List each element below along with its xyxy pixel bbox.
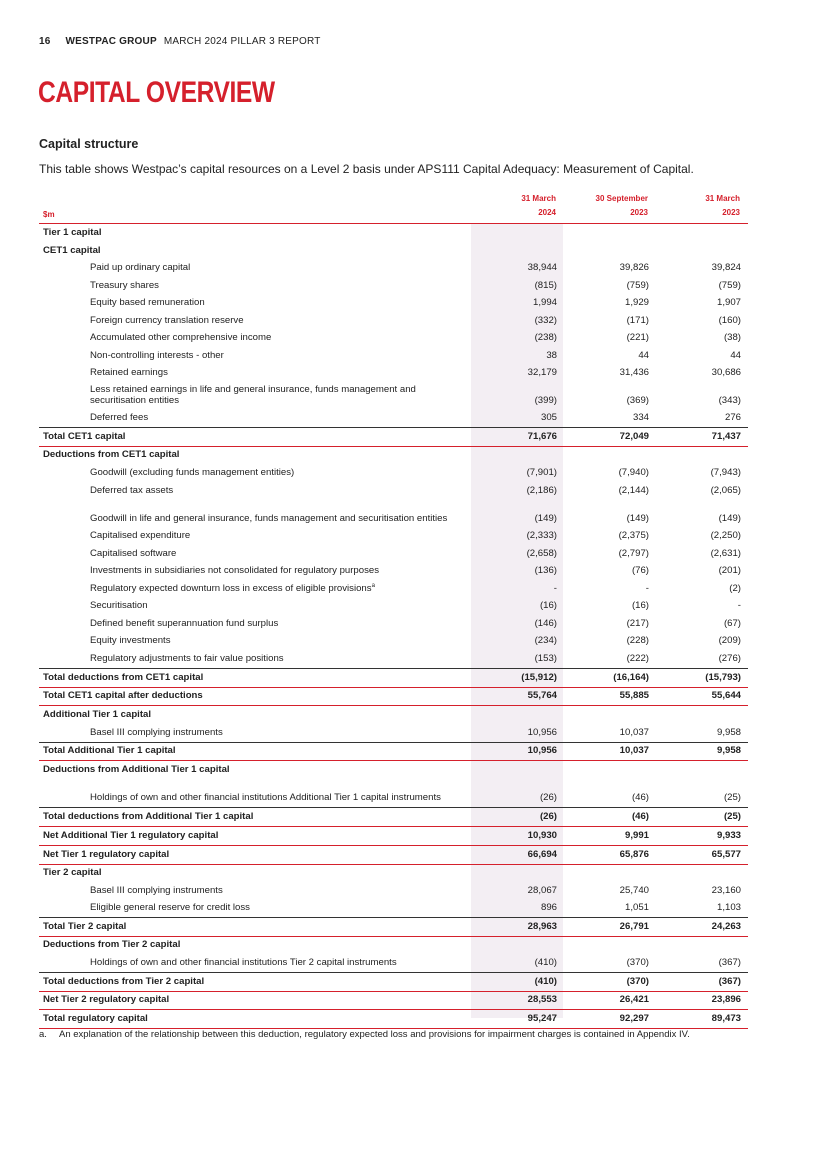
row-label <box>43 227 101 238</box>
row-label <box>43 867 101 878</box>
column-header-2 <box>563 194 648 217</box>
row-label <box>90 280 470 291</box>
cell-value: (2,375) <box>618 530 649 541</box>
cell-value: - <box>645 583 649 594</box>
cell-value: (201) <box>718 565 741 576</box>
row-label-text: Retained earnings <box>90 367 168 378</box>
row-label <box>43 764 230 775</box>
cell-value: 39,824 <box>711 262 741 273</box>
cell-value: (399) <box>534 395 557 406</box>
cell-value: 9,958 <box>716 745 741 756</box>
row-label <box>90 530 470 541</box>
cell-value: (149) <box>718 513 741 524</box>
cell-value: (2) <box>729 583 741 594</box>
cell-value: 23,896 <box>711 994 741 1005</box>
capital-table <box>39 224 748 1029</box>
row-label-text: Deductions from CET1 capital <box>43 449 180 460</box>
row-label-text: Deductions from Additional Tier 1 capital <box>43 764 230 775</box>
cell-value: (343) <box>718 395 741 406</box>
row-label <box>43 672 203 683</box>
cell-value: 30,686 <box>711 367 741 378</box>
row-label-text: Paid up ordinary capital <box>90 262 191 273</box>
cell-value: (16,164) <box>613 672 649 683</box>
cell-value: (2,144) <box>618 485 649 496</box>
cell-value: 9,958 <box>716 727 741 738</box>
row-label <box>43 849 169 860</box>
row-label <box>90 902 470 913</box>
column-header-3 <box>660 194 740 217</box>
table-row <box>39 563 748 580</box>
row-label-text: Capitalised software <box>90 548 177 559</box>
cell-value: (410) <box>534 957 557 968</box>
row-label-text: Tier 1 capital <box>43 227 102 238</box>
cell-value: (217) <box>626 618 649 629</box>
cell-value: 276 <box>724 412 741 423</box>
row-label <box>90 653 470 664</box>
cell-value: 10,037 <box>619 727 649 738</box>
cell-value: 89,473 <box>711 1013 741 1024</box>
cell-value: (25) <box>723 811 741 822</box>
table-total-row <box>39 807 748 827</box>
footnote-text: An explanation of the relationship between this deduction, regulatory expected loss and provisions for impairment charges is contained in Appendix IV. <box>59 1029 690 1040</box>
cell-value: 31,436 <box>619 367 649 378</box>
row-label <box>90 384 470 406</box>
cell-value: (171) <box>626 315 649 326</box>
table-row <box>39 410 748 427</box>
table-section-row <box>39 706 748 724</box>
row-label <box>90 565 470 576</box>
table-total-row <box>39 688 748 706</box>
table-row <box>39 598 748 615</box>
cell-value: 55,764 <box>527 690 557 701</box>
row-label <box>90 727 470 738</box>
cell-value: (370) <box>626 976 649 987</box>
table-total-row <box>39 1010 748 1029</box>
row-label <box>43 976 204 987</box>
row-label-text: Foreign currency translation reserve <box>90 315 244 326</box>
table-row <box>39 330 748 347</box>
row-label-text: Eligible general reserve for credit loss <box>90 902 250 913</box>
row-label <box>43 811 253 822</box>
cell-value: 9,991 <box>624 830 649 841</box>
cell-value: 28,553 <box>527 994 557 1005</box>
table-row <box>39 365 748 382</box>
row-label-text: Tier 2 capital <box>43 867 102 878</box>
table-total-row <box>39 427 748 447</box>
cell-value: 10,930 <box>527 830 557 841</box>
page-number: 16 <box>39 36 51 47</box>
row-label <box>90 792 470 803</box>
row-label-text: Goodwill in life and general insurance, funds management and securitisation entities <box>90 513 448 524</box>
page-header <box>39 36 321 47</box>
cell-value: (228) <box>626 635 649 646</box>
cell-value: 32,179 <box>527 367 557 378</box>
cell-value: (367) <box>718 957 741 968</box>
row-label-text: Total regulatory capital <box>43 1013 148 1024</box>
column-header-3-line1: 31 March <box>705 194 740 203</box>
row-label <box>43 939 180 950</box>
table-row <box>39 615 748 633</box>
cell-value: (26) <box>539 792 557 803</box>
table-row <box>39 580 748 598</box>
table-row <box>39 779 748 807</box>
cell-value: (16) <box>539 600 557 611</box>
table-section-row <box>39 224 748 242</box>
cell-value: (76) <box>631 565 649 576</box>
cell-value: 10,956 <box>527 727 557 738</box>
row-label-text: Less retained earnings in life and general insurance, funds management and securitisation entities <box>90 384 416 406</box>
cell-value: (15,912) <box>521 672 557 683</box>
table-total-row <box>39 742 748 761</box>
cell-value: (2,797) <box>618 548 649 559</box>
row-label <box>90 581 470 594</box>
cell-value: 24,263 <box>711 921 741 932</box>
row-label <box>43 994 169 1005</box>
row-label <box>90 367 470 378</box>
cell-value: (16) <box>631 600 649 611</box>
footnote <box>39 1029 739 1041</box>
row-label-text: Equity based remuneration <box>90 297 205 308</box>
column-header-1-line2: 2024 <box>538 208 556 217</box>
table-total-row <box>39 972 748 992</box>
cell-value: 71,437 <box>711 431 741 442</box>
table-row <box>39 724 748 742</box>
table-row <box>39 882 748 900</box>
cell-value: (222) <box>626 653 649 664</box>
page-title: CAPITAL OVERVIEW <box>38 76 275 109</box>
row-label <box>43 431 125 442</box>
cell-value: 1,907 <box>716 297 741 308</box>
row-label-text: Holdings of own and other financial institutions Additional Tier 1 capital instruments <box>90 792 441 803</box>
cell-value: 28,067 <box>527 885 557 896</box>
row-label-text: Total Additional Tier 1 capital <box>43 745 176 756</box>
cell-value: (369) <box>626 395 649 406</box>
table-row <box>39 295 748 312</box>
cell-value: 10,037 <box>619 745 649 756</box>
row-label <box>90 467 470 478</box>
row-label-text: Investments in subsidiaries not consolidated for regulatory purposes <box>90 565 380 576</box>
row-label-text: Securitisation <box>90 600 148 611</box>
cell-value: (2,333) <box>526 530 557 541</box>
table-row <box>39 382 748 410</box>
cell-value: 896 <box>540 902 557 913</box>
cell-value: 1,051 <box>624 902 649 913</box>
table-section-row <box>39 447 748 464</box>
cell-value: (7,943) <box>710 467 741 478</box>
footnote-ref: a <box>371 582 375 589</box>
section-intro: This table shows Westpac’s capital resources on a Level 2 basis under APS111 Capital Adequacy: Measurement of Capital. <box>39 162 694 176</box>
cell-value: 25,740 <box>619 885 649 896</box>
row-label-text: Total CET1 capital after deductions <box>43 690 203 701</box>
cell-value: (46) <box>631 811 649 822</box>
table-row <box>39 347 748 365</box>
row-label-text: Goodwill (excluding funds management entities) <box>90 467 295 478</box>
row-label <box>90 548 470 559</box>
row-label-text: CET1 capital <box>43 245 101 256</box>
row-label-text: Regulatory adjustments to fair value positions <box>90 653 284 664</box>
cell-value: (234) <box>534 635 557 646</box>
row-label <box>90 332 470 343</box>
row-label-text: Treasury shares <box>90 280 159 291</box>
cell-value: (209) <box>718 635 741 646</box>
cell-value: 44 <box>638 350 649 361</box>
row-label-text: Non-controlling interests - other <box>90 350 224 361</box>
table-total-row <box>39 668 748 688</box>
row-label-text: Equity investments <box>90 635 171 646</box>
cell-value: (160) <box>718 315 741 326</box>
cell-value: (370) <box>626 957 649 968</box>
table-section-row <box>39 937 748 954</box>
row-label-text: Total deductions from Tier 2 capital <box>43 976 205 987</box>
cell-value: 65,577 <box>711 849 741 860</box>
row-label <box>90 600 470 611</box>
table-row <box>39 482 748 500</box>
column-header-2-line1: 30 September <box>595 194 648 203</box>
cell-value: (2,658) <box>526 548 557 559</box>
row-label <box>43 921 126 932</box>
row-label <box>90 885 470 896</box>
cell-value: (759) <box>718 280 741 291</box>
cell-value: (410) <box>534 976 557 987</box>
table-row <box>39 633 748 650</box>
row-label <box>43 449 179 460</box>
row-label-text: Deductions from Tier 2 capital <box>43 939 181 950</box>
cell-value: (46) <box>631 792 649 803</box>
table-row <box>39 500 748 528</box>
row-label <box>90 262 470 273</box>
table-row <box>39 312 748 330</box>
cell-value: 38,944 <box>527 262 557 273</box>
row-label <box>43 1013 148 1024</box>
row-label <box>90 485 470 496</box>
row-label-text: Net Tier 2 regulatory capital <box>43 994 170 1005</box>
row-label-text: Net Tier 1 regulatory capital <box>43 849 170 860</box>
cell-value: (7,901) <box>526 467 557 478</box>
row-label <box>43 830 218 841</box>
row-label-text: Holdings of own and other financial institutions Tier 2 capital instruments <box>90 957 397 968</box>
table-row <box>39 528 748 545</box>
cell-value: (67) <box>723 618 741 629</box>
row-label-text: Basel III complying instruments <box>90 727 223 738</box>
cell-value: (221) <box>626 332 649 343</box>
cell-value: 9,933 <box>716 830 741 841</box>
table-section-row <box>39 242 748 260</box>
row-label <box>90 412 470 423</box>
column-header-3-line2: 2023 <box>722 208 740 217</box>
row-label-text: Deferred fees <box>90 412 149 423</box>
table-row <box>39 954 748 972</box>
row-label <box>43 245 101 256</box>
table-row <box>39 650 748 668</box>
cell-value: 26,421 <box>619 994 649 1005</box>
row-label-text: Total deductions from Additional Tier 1 capital <box>43 811 254 822</box>
company-name: WESTPAC GROUP <box>65 36 157 47</box>
row-label <box>43 690 203 701</box>
cell-value: (2,065) <box>710 485 741 496</box>
cell-value: (332) <box>534 315 557 326</box>
cell-value: 66,694 <box>527 849 557 860</box>
table-total-row <box>39 827 748 846</box>
cell-value: 1,929 <box>624 297 649 308</box>
row-label <box>43 709 151 720</box>
cell-value: 44 <box>730 350 741 361</box>
cell-value: 1,103 <box>716 902 741 913</box>
row-label-text: Net Additional Tier 1 regulatory capital <box>43 830 219 841</box>
table-total-row <box>39 992 748 1010</box>
cell-value: (38) <box>723 332 741 343</box>
cell-value: - <box>553 583 557 594</box>
report-name: MARCH 2024 PILLAR 3 REPORT <box>163 36 321 47</box>
row-label <box>90 957 470 968</box>
cell-value: (815) <box>534 280 557 291</box>
cell-value: (15,793) <box>705 672 741 683</box>
cell-value: 28,963 <box>527 921 557 932</box>
column-header-2-line2: 2023 <box>630 208 648 217</box>
cell-value: (149) <box>534 513 557 524</box>
cell-value: 23,160 <box>711 885 741 896</box>
table-row <box>39 464 748 482</box>
column-header-1 <box>483 194 556 217</box>
cell-value: 305 <box>540 412 557 423</box>
cell-value: (25) <box>723 792 741 803</box>
table-section-row <box>39 761 748 779</box>
cell-value: (276) <box>718 653 741 664</box>
cell-value: 1,994 <box>532 297 557 308</box>
row-label-text: Additional Tier 1 capital <box>43 709 152 720</box>
cell-value: 334 <box>632 412 649 423</box>
row-label-text: Total deductions from CET1 capital <box>43 672 204 683</box>
row-label-text: Total CET1 capital <box>43 431 126 442</box>
row-label <box>90 635 470 646</box>
cell-value: (153) <box>534 653 557 664</box>
cell-value: - <box>737 600 741 611</box>
row-label-text: Capitalised expenditure <box>90 530 191 541</box>
table-row <box>39 260 748 277</box>
cell-value: 10,956 <box>527 745 557 756</box>
row-label <box>90 315 470 326</box>
cell-value: 72,049 <box>619 431 649 442</box>
table-row <box>39 900 748 917</box>
cell-value: (7,940) <box>618 467 649 478</box>
cell-value: (367) <box>718 976 741 987</box>
row-label-text: Defined benefit superannuation fund surplus <box>90 618 279 629</box>
cell-value: 71,676 <box>527 431 557 442</box>
cell-value: 92,297 <box>619 1013 649 1024</box>
cell-value: 65,876 <box>619 849 649 860</box>
cell-value: 95,247 <box>527 1013 557 1024</box>
cell-value: 26,791 <box>619 921 649 932</box>
cell-value: (759) <box>626 280 649 291</box>
column-header-1-line1: 31 March <box>521 194 556 203</box>
table-total-row <box>39 917 748 937</box>
cell-value: (149) <box>626 513 649 524</box>
table-section-row <box>39 865 748 882</box>
cell-value: (136) <box>534 565 557 576</box>
row-label <box>90 618 470 629</box>
row-label-text: Basel III complying instruments <box>90 885 223 896</box>
table-total-row <box>39 846 748 865</box>
cell-value: 39,826 <box>619 262 649 273</box>
cell-value: (238) <box>534 332 557 343</box>
cell-value: (146) <box>534 618 557 629</box>
cell-value: 55,644 <box>711 690 741 701</box>
row-label-text: Deferred tax assets <box>90 485 174 496</box>
row-label-text: Regulatory expected downturn loss in excess of eligible provisions <box>90 583 372 594</box>
row-label <box>90 513 470 524</box>
row-label-text: Accumulated other comprehensive income <box>90 332 272 343</box>
table-row <box>39 545 748 563</box>
unit-label: $m <box>43 210 55 219</box>
row-label <box>90 297 470 308</box>
cell-value: (2,250) <box>710 530 741 541</box>
row-label-text: Total Tier 2 capital <box>43 921 127 932</box>
table-row <box>39 277 748 295</box>
section-subtitle: Capital structure <box>39 137 139 151</box>
row-label <box>90 350 470 361</box>
footnote-marker: a. <box>39 1029 47 1040</box>
cell-value: 38 <box>546 350 557 361</box>
cell-value: (2,631) <box>710 548 741 559</box>
cell-value: (26) <box>539 811 557 822</box>
row-label <box>43 745 176 756</box>
cell-value: (2,186) <box>526 485 557 496</box>
cell-value: 55,885 <box>619 690 649 701</box>
